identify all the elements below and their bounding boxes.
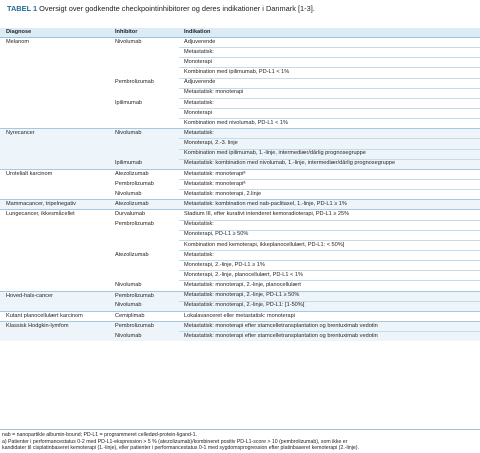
inhibitor-cell: Pembrolizumab — [115, 180, 154, 187]
footnote-a-line-1: a) Patienter i performancestatus 0-2 med PD-L1-ekspression > 5 % (atezolizumab)/kombineret positiv PD-L1-score > 10 (pembrolizumab), som ikke er — [2, 438, 348, 445]
inhibitor-cell: Nivolumab — [115, 281, 142, 288]
inhibitor-cell: Pembrolizumab — [115, 221, 154, 228]
inhibitor-cell — [109, 108, 179, 118]
table-row — [0, 291, 480, 301]
diagnose-cell — [0, 281, 109, 291]
indikation-cell: Metastatisk: kombination med nivolumab, 1.-linje, intermediær/dårlig prognosegruppe — [179, 159, 480, 169]
inhibitor-cell: Atezolizumab — [109, 200, 179, 210]
table-header-row — [0, 28, 480, 38]
indikation-cell: Metastatisk: monoterapiª — [179, 169, 480, 179]
indikation-cell: Metastatisk: monoterapi, 2.-linje, PD-L1: [1-50%[ — [179, 301, 480, 311]
inhibitor-cell — [109, 119, 179, 129]
table-row — [0, 98, 480, 108]
diagnose-cell — [0, 261, 109, 271]
inhibitor-cell — [109, 271, 179, 281]
diagnose-cell — [0, 149, 109, 159]
table-row — [0, 200, 480, 210]
diagnose-cell: Melanom — [0, 38, 109, 48]
diagnose-cell — [0, 190, 109, 200]
inhibitor-cell: Nivolumab — [109, 129, 179, 139]
table-row — [0, 240, 480, 250]
table-row — [0, 281, 480, 291]
table-row — [0, 108, 480, 118]
table-label: TABEL 1 — [7, 4, 38, 13]
diagnose-cell — [0, 220, 109, 230]
indikation-cell: Metastatisk: monoterapi, 2.-linje, PD-L1 ≥ 50% — [179, 291, 480, 301]
table-row — [0, 169, 480, 179]
indikation-cell: Monoterapi — [179, 58, 480, 68]
indikation-cell: Kombination med ipilimumab, PD-L1 < 1% — [179, 68, 480, 78]
table-caption-text: Oversigt over godkendte checkpointinhibitorer og deres indikationer i Danmark [1-3]. — [37, 4, 315, 13]
indikation-cell: Monoterapi, PD-L1 ≥ 50% — [179, 230, 480, 240]
diagnose-cell: Urotelialt karcinom — [0, 169, 109, 179]
inhibitor-cell — [109, 88, 179, 98]
footnote-a-line-2: kandidater til cisplatinbaseret kemoterapi (1.-linje), eller patienter i performancestatus 0-1 med sygdomsprogression efter platinbaseret kemoterapi (2.-linje). — [2, 445, 359, 452]
inhibitor-cell — [109, 240, 179, 250]
table-row — [0, 139, 480, 149]
inhibitor-cell: Nivolumab — [115, 332, 142, 339]
table-caption — [7, 4, 337, 14]
diagnose-cell — [0, 271, 109, 281]
indikation-cell: Metastatisk: kombination med nab-paclitaxel, 1.-linje, PD-L1 ≥ 1% — [179, 200, 480, 210]
table-row — [0, 58, 480, 68]
diagnose-cell — [0, 139, 109, 149]
table-row — [0, 210, 480, 220]
indikation-cell: Kombination med ipilimumab, 1.-linje, intermediær/dårlig prognosegruppe — [179, 149, 480, 159]
table-row — [0, 129, 480, 139]
table-row — [0, 301, 480, 311]
indikation-cell: Metastatisk: — [179, 220, 480, 230]
table-row — [0, 78, 480, 88]
indikation-cell: Monoterapi — [179, 108, 480, 118]
header-inhibitor: Inhibitor — [109, 28, 179, 38]
inhibitor-cell: Nivolumab — [115, 190, 142, 197]
diagnose-cell: Kutant planocellulært karcinom — [0, 311, 109, 321]
diagnose-cell: Nyrecancer — [0, 129, 109, 139]
indikation-cell: Adjuverende — [179, 38, 480, 48]
inhibitor-cell: Ipilimumab — [115, 99, 143, 106]
table-row — [0, 271, 480, 281]
table-row — [0, 119, 480, 129]
table-row — [0, 38, 480, 48]
diagnose-cell — [0, 230, 109, 240]
table-row — [0, 261, 480, 271]
inhibitor-cell — [109, 230, 179, 240]
table-row — [0, 149, 480, 159]
table-row — [0, 220, 480, 230]
table-row — [0, 250, 480, 260]
table-row — [0, 88, 480, 98]
indikation-cell: Kombination med nivolumab, PD-L1 < 1% — [179, 119, 480, 129]
diagnose-cell: Hoved-hals-cancer — [0, 291, 109, 301]
diagnose-cell: Mammacancer, tripelnegativ — [0, 200, 109, 210]
diagnose-cell — [0, 68, 109, 78]
indikation-cell: Lokalavanceret eller metastatisk: monoterapi — [179, 311, 480, 321]
inhibitor-cell — [109, 48, 179, 58]
indikation-cell: Metastatisk: — [179, 250, 480, 260]
diagnose-cell — [0, 179, 109, 189]
table-row — [0, 311, 480, 321]
table-footnotes — [0, 429, 480, 452]
inhibitor-cell — [109, 58, 179, 68]
indikation-cell: Metastatisk: — [179, 129, 480, 139]
diagnose-cell — [0, 88, 109, 98]
diagnose-cell — [0, 98, 109, 108]
inhibitor-cell — [109, 149, 179, 159]
diagnose-cell — [0, 250, 109, 260]
table-row — [0, 321, 480, 331]
table-row — [0, 230, 480, 240]
indication-table — [0, 28, 480, 341]
header-diagnose: Diagnose — [0, 28, 109, 38]
inhibitor-cell: Pembrolizumab — [115, 79, 154, 86]
indikation-cell: Kombination med kemoterapi, ikkeplanocellulært, PD-L1: < 50%] — [179, 240, 480, 250]
inhibitor-cell: Atezolizumab — [115, 251, 149, 258]
inhibitor-cell — [109, 68, 179, 78]
inhibitor-cell: Atezolizumab — [109, 169, 179, 179]
inhibitor-cell — [109, 261, 179, 271]
indikation-cell: Metastatisk: monoterapiª — [179, 179, 480, 189]
table-row — [0, 48, 480, 58]
indikation-cell: Metastatisk: — [179, 48, 480, 58]
table-row — [0, 179, 480, 189]
indikation-cell: Metastatisk: — [179, 98, 480, 108]
inhibitor-cell: Cemiplimab — [109, 311, 179, 321]
diagnose-cell — [0, 119, 109, 129]
inhibitor-cell: Ipilimumab — [115, 160, 143, 167]
diagnose-cell — [0, 78, 109, 88]
indikation-cell: Monoterapi, 2.-linje, PD-L1 ≥ 1% — [179, 261, 480, 271]
inhibitor-cell: Nivolumab — [109, 38, 179, 48]
diagnose-cell — [0, 108, 109, 118]
indication-table-wrapper — [0, 28, 480, 341]
indikation-cell: Metastatisk: monoterapi efter stamcelletransplantation og brentuximab vedotin — [179, 321, 480, 331]
inhibitor-cell: Pembrolizumab — [109, 321, 179, 331]
diagnose-cell — [0, 58, 109, 68]
diagnose-cell — [0, 159, 109, 169]
indikation-cell: Stadium III, efter kurativt intenderet kemoradioterapi, PD-L1 ≥ 25% — [179, 210, 480, 220]
table-row — [0, 190, 480, 200]
table-row — [0, 332, 480, 342]
indikation-cell: Metastatisk: monoterapi efter stamcelletransplantation og brentuximab vedotin — [179, 332, 480, 342]
inhibitor-cell: Pembrolizumab — [109, 291, 179, 301]
table-body — [0, 38, 480, 342]
indikation-cell: Metastatisk: monoterapi, 2.linje — [179, 190, 480, 200]
inhibitor-cell: Durvalumab — [109, 210, 179, 220]
diagnose-cell: Klassisk Hodgkin-lymfom — [0, 321, 109, 331]
indikation-cell: Monoterapi, 2.-3. linje — [179, 139, 480, 149]
diagnose-cell — [0, 48, 109, 58]
inhibitor-cell — [109, 139, 179, 149]
header-indikation: Indikation — [179, 28, 480, 38]
inhibitor-cell: Nivolumab — [115, 302, 142, 309]
diagnose-cell: Lungecancer, ikkesmåcellet — [0, 210, 109, 220]
diagnose-cell — [0, 332, 109, 342]
table-row — [0, 68, 480, 78]
diagnose-cell — [0, 240, 109, 250]
diagnose-cell — [0, 301, 109, 311]
indikation-cell: Monoterapi, 2.-linje, planocellulært, PD-L1 < 1% — [179, 271, 480, 281]
indikation-cell: Adjuverende — [179, 78, 480, 88]
indikation-cell: Metastatisk: monoterapi, 2.-linje, planocellulært — [179, 281, 480, 291]
footnote-abbreviations: nab = nanopartikle albumin-bound; PD-L1 = programmeret celledød-protein-ligand-1. — [2, 432, 197, 438]
indikation-cell: Metastatisk: monoterapi — [179, 88, 480, 98]
table-row — [0, 159, 480, 169]
